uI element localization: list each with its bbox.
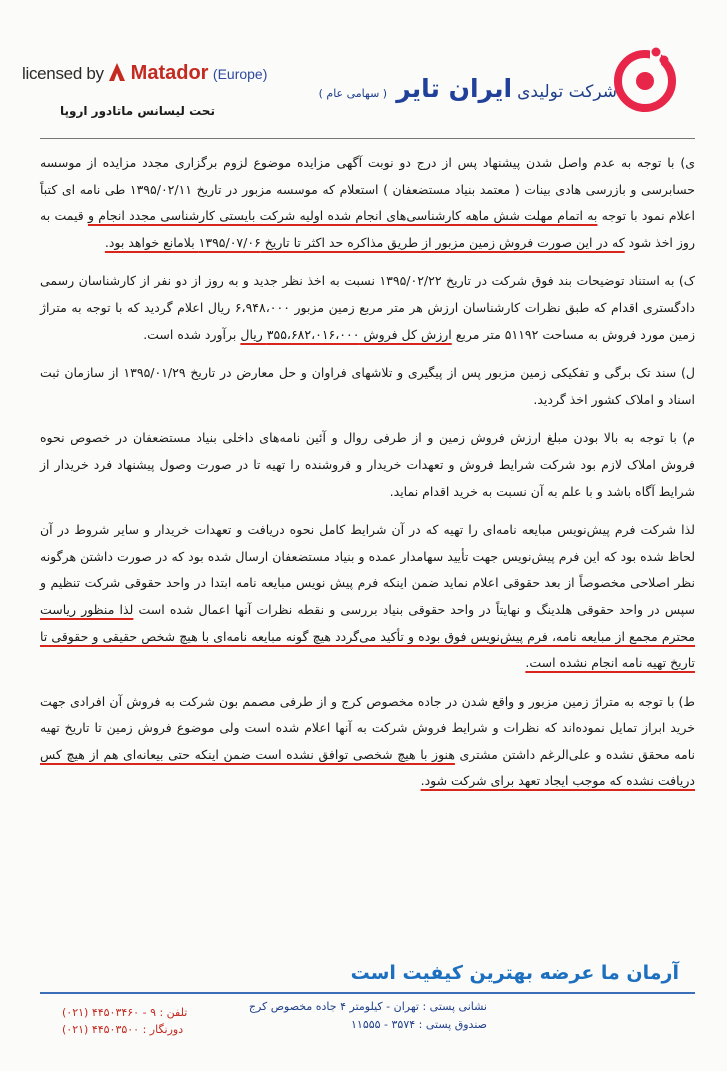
company-name: ایران تایر [396, 74, 513, 103]
company-name-line [319, 74, 617, 103]
underlined-text: ارزش کل فروش ۳۵۵،۶۸۲،۰۱۶،۰۰۰ ریال [240, 326, 452, 342]
body-paragraph [40, 360, 695, 413]
header-divider [40, 138, 695, 139]
paragraph-text: م) با توجه به بالا بودن مبلغ ارزش فروش زمین و از طرفی روال و آئین نامه‌های داخلی بنیاد مستضعفان در خصوص نحوه فروش املاک لازم بود شرکت شرایط فروش و تعهدات خریدار و فروشنده را تهیه تا در صورت وصول پیشنهاد فرد خریدار از شرایط آگاه باشد و با علم به آن نسبت به خرید اقدام نماید. [40, 430, 695, 499]
phone-number: تلفن : ۹ - ۴۴۵۰۳۴۶۰ (۰۲۱) [62, 1006, 188, 1019]
iran-tire-logo-icon [612, 46, 678, 112]
body-paragraph [40, 150, 695, 256]
po-box: صندوق پستی : ۳۵۷۴ - ۱۱۵۵۵ [351, 1018, 487, 1031]
footer-divider [40, 992, 695, 994]
paragraph-text: ک) به استناد توضیحات بند فوق شرکت در تاریخ ۱۳۹۵/۰۲/۲۲ نسبت به اخذ نظر جدید و به روز از دو نفر از کارشناسان رسمی دادگستری اقدام که طبق نظرات کارشناسان ارزش هر متر مربع زمین مزبور ۶،۹۴۸،۰۰۰ ریال اعلام گردید که با توجه به متراژ زمین مورد فروش به مساحت ۵۱۱۹۲ متر مربع [40, 273, 695, 342]
underlined-text: که در این صورت فروش زمین مزبور از طریق مذاکره حد اکثر تا تاریخ ۱۳۹۵/۰۷/۰۶ بلامانع خواهد بود. [104, 234, 625, 250]
postal-address: نشانی پستی : تهران - کیلومتر ۴ جاده مخصوص کرج [248, 1000, 487, 1013]
licensed-region: (Europe) [212, 66, 268, 82]
license-line [22, 62, 267, 85]
licensed-brand: Matador [130, 62, 209, 84]
body-paragraph [40, 689, 695, 795]
licensed-prefix: licensed by [22, 64, 104, 83]
paragraph-text: ط) با توجه به متراژ زمین مزبور و واقع شدن در جاده مخصوص کرج و از طرفی مصمم بون شرکت به فروش آن افرادی جهت خرید ابراز تمایل نموده‌اند که نظرات و شرایط فروش شرکت به آنها اعلام شده است ولی موضوع فروش زمین تا تاریخ تهیه نامه محقق نشده و علی‌الرغم داشتن مشتری [40, 693, 695, 762]
paragraph-text: ی) با توجه به عدم واصل شدن پیشنهاد پس از درج دو نوبت آگهی مزایده موضوع لزوم برگزاری مجدد مزایده از موسسه حسابرسی و بازرسی هادی بینات ( معتمد بنیاد مستضعفان ) استعلام که موسسه مزبور در تاریخ ۱۳۹۵/۰۲/۱۱ طی نامه ای کتباً اعلام نمود با توجه [40, 155, 695, 224]
underlined-text: به اتمام مهلت شش ماهه کارشناسی‌های انجام شده اولیه شرکت بایستی کارشناسی مجدد انجام و [87, 208, 598, 224]
company-prefix: شرکت تولیدی [517, 82, 617, 102]
license-persian: تحت لیسانس ماتادور اروپا [60, 104, 215, 118]
body-paragraph [40, 425, 695, 505]
slogan: آرمان ما عرضه بهترین کیفیت است [350, 962, 679, 984]
paragraph-text: برآورد شده است. [143, 326, 241, 342]
underlined-text: لذا منظور ریاست محترم مجمع از مبایعه نامه، فرم پیش‌نویس فوق بوده و تأکید می‌گردد هیچ گونه مبایعه نامه‌ای با هیچ شخص حقیقی و حقوقی تا تاریخ تهیه نامه انجام نشده است. [40, 601, 695, 671]
body-paragraph [40, 268, 695, 348]
letterhead [0, 0, 727, 140]
fax-number: دورنگار : ۴۴۵۰۳۵۰۰ (۰۲۱) [62, 1023, 184, 1036]
underlined-text: هنوز با هیچ شخصی توافق نشده است ضمن اینکه حتی بیعانه‌ای هم از هیچ کس دریافت نشده که موجب ایجاد تعهد برای شرکت شود. [40, 746, 695, 789]
paragraph-text: قیمت به روز اخذ شود [40, 208, 695, 250]
matador-logo-icon [109, 63, 125, 81]
paragraph-text: ل) سند تک برگی و تفکیکی زمین مزبور پس از پیگیری و تلاشهای فراوان و حل معارض در تاریخ ۱۳۹۵/۰۱/۲۹ از سازمان ثبت اسناد و املاک کشور اخذ گردید. [40, 365, 695, 407]
letter-body [40, 150, 695, 795]
company-type: ( سهامی عام ) [318, 87, 388, 100]
body-paragraph [40, 517, 695, 677]
paragraph-text: لذا شرکت فرم پیش‌نویس مبایعه نامه‌ای را تهیه که در آن شرایط کامل نحوه دریافت و تعهدات خریدار و سایر شروط در آن لحاظ شده بود که این فرم پیش‌نویس جهت تأیید سهامدار عمده و بنیاد مستضعفان ارسال شده بود که در صورت داشتن هرگونه نظر اصلاحی مخصوصاً از بعد حقوقی اعلام نماید ضمن اینکه فرم پیش نویس مبایعه نامه ابتدا در واحد حقوقی شرکت تنظیم و سپس در واحد حقوقی هلدینگ و نهایتاً در واحد حقوقی بنیاد بررسی و نقطه نظرات آنها اعمال شده است [40, 522, 696, 617]
